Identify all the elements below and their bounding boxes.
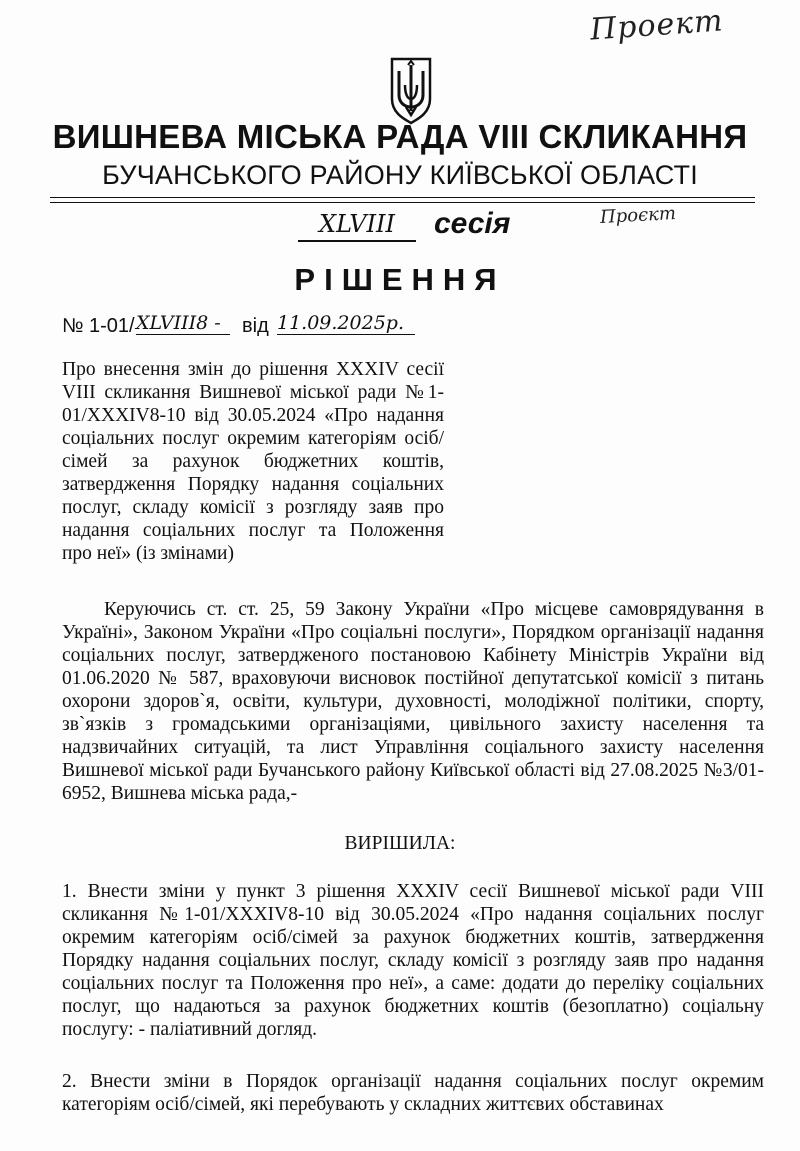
decision-date-label: від	[242, 315, 269, 337]
session-number: XLVIII	[298, 210, 416, 242]
preamble	[62, 598, 764, 805]
decision-subject-text: Про внесення змін до рішення XXXIV сесії VIII скликання Вишневої міської ради №1-01/XXXIV8-10 від 30.05.2024 «Про надання соціальних послуг окремим категоріям осіб/сімей за рахунок бюджетних коштів, затвердження Порядку надання соціальних послуг, складу комісії з розгляду заяв про надання соціальних послуг та Положення про неї» (із змінами)	[62, 359, 444, 564]
decision-subject	[62, 358, 444, 565]
decision-number-prefix: № 1-01/	[62, 315, 135, 337]
decision-date-handwritten: 11.09.2025р.	[277, 312, 415, 335]
preamble-text: Керуючись ст. ст. 25, 59 Закону України «Про місцеве самоврядування в Україні», Законом України «Про соціальні послуги», Порядком організації надання соціальних послуг, затвердженого постановою Кабінету Міністрів України від 01.06.2020 № 587, враховуючи висновок постійної депутатської комісії з питань охорони здоров`я, освіти, культури, духовності, молодіжної політики, спорту, зв`язків з громадськими організаціями, цивільного захисту населення та надзвичайних ситуацій, та лист Управління соціального захисту населення Вишневої міської ради Бучанського району Київської області від 27.08.2025 №3/01-6952, Вишнева міська рада,-	[62, 599, 764, 804]
decision-number-handwritten: XLVIII8 -	[136, 312, 230, 335]
decision-item-text: 1. Внести зміни у пункт 3 рішення XXXIV сесії Вишневої міської ради VIII скликання №1-01/XXXIV8-10 від 30.05.2024 «Про надання соціальних послуг окремим категоріям осіб/сімей за рахунок бюджетних коштів, затвердження Порядку надання соціальних послуг, складу комісії з розгляду заяв про надання соціальних послуг та Положення про неї», а саме: додати до переліку соціальних послуг, що надаються за рахунок бюджетних коштів (безоплатно) соціальну послугу: - паліативний догляд.	[62, 881, 764, 1040]
district-name: БУЧАНСЬКОГО РАЙОНУ КИЇВСЬКОЇ ОБЛАСТІ	[102, 160, 698, 190]
resolved-heading: ВИРІШИЛА:	[344, 833, 456, 854]
header-divider-thin	[50, 202, 755, 203]
handwritten-draft-note: Проект	[588, 3, 725, 48]
session-label: сесія	[434, 207, 511, 240]
coat-of-arms-trident-icon	[386, 55, 436, 125]
handwritten-draft-note-side: Проєкт	[599, 203, 677, 228]
decision-item-1	[62, 880, 764, 1041]
decision-item-2	[62, 1070, 764, 1116]
council-name: ВИШНЕВА МІСЬКА РАДА VIII СКЛИКАННЯ	[52, 118, 748, 155]
decision-item-text: 2. Внести зміни в Порядок організації надання соціальних послуг окремим категоріям осіб/сімей, які перебувають у складних життєвих обставинах	[62, 1071, 764, 1115]
header-divider	[50, 197, 755, 198]
decision-title: РІШЕННЯ	[294, 262, 506, 297]
session-line	[0, 208, 800, 248]
